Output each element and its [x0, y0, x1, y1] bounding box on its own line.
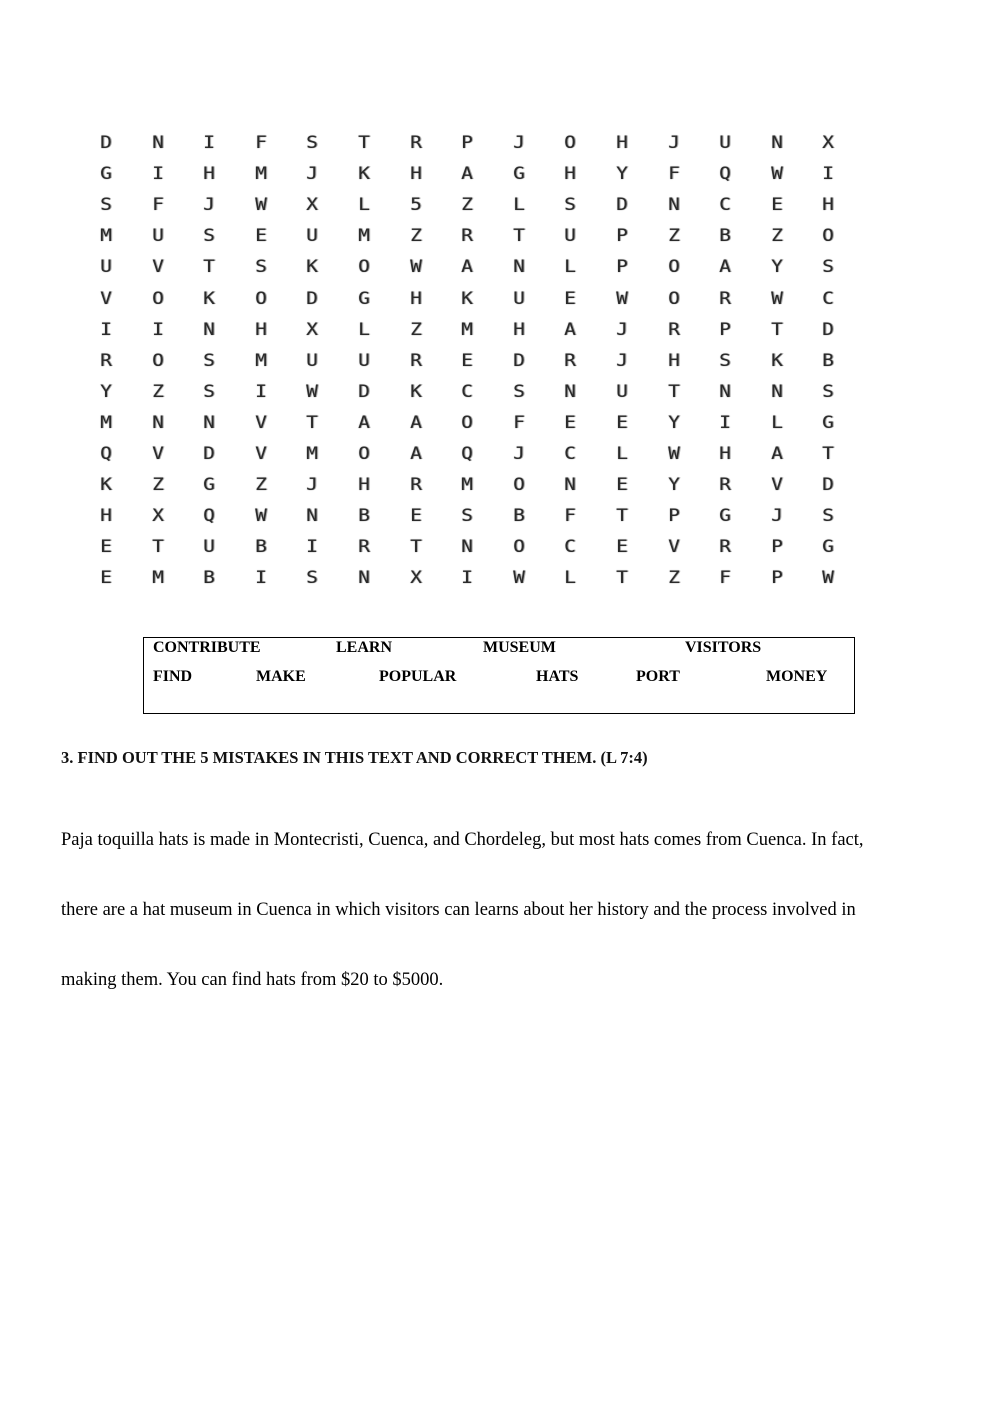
grid-letter: F	[667, 164, 680, 185]
grid-letter: Z	[461, 195, 474, 216]
word-bank-item: PORT	[636, 668, 680, 685]
grid-letter: U	[719, 133, 732, 153]
grid-letter: S	[512, 381, 525, 402]
exercise-heading: 3. FIND OUT THE 5 MISTAKES IN THIS TEXT AND CORRECT THEM. (L 7:4)	[61, 748, 648, 767]
grid-letter: W	[254, 195, 267, 216]
grid-letter: U	[564, 226, 577, 247]
grid-letter: O	[512, 475, 525, 496]
grid-letter: W	[822, 568, 835, 589]
grid-letter: H	[358, 475, 370, 496]
grid-letter: U	[306, 226, 319, 247]
grid-letter: O	[564, 133, 577, 153]
grid-letter: L	[770, 412, 783, 433]
grid-letter: C	[461, 381, 474, 402]
grid-letter: G	[822, 412, 835, 433]
grid-letter: Y	[667, 412, 680, 433]
grid-letter: S	[203, 226, 216, 247]
grid-letter: U	[203, 537, 216, 558]
grid-letter: F	[512, 412, 525, 433]
grid-letter: W	[254, 506, 267, 527]
grid-letter: O	[667, 288, 680, 309]
grid-letter: Z	[409, 226, 422, 247]
grid-letter: T	[409, 537, 422, 558]
grid-letter: E	[100, 568, 112, 589]
grid-letter: W	[770, 288, 783, 309]
word-bank-item: MAKE	[256, 668, 306, 685]
grid-letter: V	[667, 537, 680, 558]
word-bank-item: LEARN	[336, 639, 393, 656]
grid-letter: T	[358, 133, 370, 153]
grid-letter: V	[770, 475, 783, 496]
grid-letter: S	[203, 350, 216, 371]
grid-letter: W	[512, 568, 525, 589]
grid-letter: S	[203, 381, 216, 402]
grid-letter: X	[409, 568, 422, 589]
grid-letter: E	[461, 350, 474, 371]
grid-letter: S	[306, 568, 319, 589]
grid-letter: S	[822, 381, 835, 402]
grid-letter: A	[461, 164, 474, 185]
grid-letter: U	[512, 288, 525, 309]
grid-letter: V	[100, 288, 112, 309]
grid-letter: T	[667, 381, 680, 402]
word-bank	[143, 637, 855, 714]
grid-letter: H	[254, 319, 267, 340]
grid-letter: I	[254, 568, 267, 589]
grid-letter: U	[306, 350, 319, 371]
grid-letter: T	[151, 537, 164, 558]
grid-letter: M	[100, 226, 112, 247]
grid-letter: T	[822, 444, 835, 464]
grid-letter: I	[100, 319, 112, 340]
grid-letter: J	[512, 444, 525, 464]
grid-letter: J	[616, 319, 628, 340]
grid-letter: N	[358, 568, 370, 589]
grid-letter: V	[254, 412, 267, 433]
grid-letter: O	[822, 226, 835, 247]
grid-letter: E	[770, 195, 783, 216]
grid-letter: B	[254, 537, 267, 558]
grid-letter: B	[203, 568, 216, 589]
grid-letter: U	[100, 257, 112, 278]
grid-letter: T	[616, 506, 628, 527]
grid-letter: O	[461, 412, 474, 433]
grid-letter: R	[461, 226, 474, 247]
grid-letter: N	[719, 381, 732, 402]
grid-letter: M	[461, 319, 474, 340]
grid-letter: X	[306, 195, 319, 216]
grid-letter: P	[616, 226, 628, 247]
grid-letter: D	[512, 350, 525, 371]
grid-letter: I	[306, 537, 319, 558]
grid-letter: N	[770, 133, 783, 153]
word-bank-item: MUSEUM	[483, 639, 556, 656]
word-bank-item: VISITORS	[685, 639, 762, 656]
grid-letter: H	[667, 350, 680, 371]
grid-letter: N	[770, 381, 783, 402]
grid-letter: W	[409, 257, 422, 278]
grid-letter: 5	[409, 195, 422, 216]
grid-letter: I	[719, 412, 732, 433]
grid-letter: I	[461, 568, 474, 589]
word-bank-item: CONTRIBUTE	[153, 639, 261, 656]
grid-letter: Y	[667, 475, 680, 496]
grid-letter: O	[151, 350, 164, 371]
grid-letter: O	[254, 288, 267, 309]
grid-letter: F	[564, 506, 577, 527]
word-bank-item: POPULAR	[379, 668, 457, 685]
grid-letter: R	[719, 288, 732, 309]
grid-letter: I	[203, 133, 216, 153]
grid-letter: U	[151, 226, 164, 247]
grid-letter: R	[358, 537, 370, 558]
grid-letter: N	[667, 195, 680, 216]
grid-letter: L	[564, 257, 577, 278]
grid-letter: O	[512, 537, 525, 558]
grid-letter: R	[100, 350, 112, 371]
grid-letter: S	[254, 257, 267, 278]
grid-letter: E	[616, 537, 628, 558]
grid-letter: R	[667, 319, 680, 340]
grid-letter: R	[409, 133, 422, 153]
grid-letter: L	[358, 319, 370, 340]
grid-letter: W	[667, 444, 680, 464]
grid-letter: R	[564, 350, 577, 371]
grid-letter: G	[512, 164, 525, 185]
grid-letter: I	[254, 381, 267, 402]
grid-letter: E	[616, 475, 628, 496]
word-search-grid	[86, 124, 858, 600]
grid-letter: E	[409, 506, 422, 527]
grid-letter: G	[358, 288, 370, 309]
grid-letter: C	[564, 537, 577, 558]
grid-letter: O	[151, 288, 164, 309]
grid-letter: F	[151, 195, 164, 216]
grid-letter: M	[151, 568, 164, 589]
grid-letter: E	[616, 412, 628, 433]
grid-letter: R	[719, 475, 732, 496]
grid-letter: Y	[100, 381, 112, 402]
grid-letter: J	[306, 164, 319, 185]
grid-letter: K	[100, 475, 112, 496]
grid-letter: N	[564, 381, 577, 402]
grid-letter: I	[822, 164, 835, 185]
grid-letter: Y	[770, 257, 783, 278]
grid-letter: N	[461, 537, 474, 558]
grid-letter: N	[306, 506, 319, 527]
grid-letter: L	[616, 444, 628, 464]
grid-letter: B	[822, 350, 835, 371]
grid-letter: H	[512, 319, 525, 340]
grid-letter: A	[564, 319, 577, 340]
grid-letter: T	[770, 319, 783, 340]
grid-letter: T	[306, 412, 319, 433]
grid-letter: N	[151, 133, 164, 153]
grid-letter: K	[203, 288, 216, 309]
grid-letter: Q	[100, 444, 112, 464]
grid-letter: N	[203, 412, 216, 433]
grid-letter: A	[719, 257, 732, 278]
grid-letter: K	[409, 381, 422, 402]
grid-letter: H	[616, 133, 628, 153]
grid-letter: G	[719, 506, 732, 527]
grid-letter: F	[254, 133, 267, 153]
letter-grid	[86, 124, 858, 600]
grid-letter: P	[461, 133, 474, 153]
grid-letter: G	[203, 475, 216, 496]
grid-letter: K	[770, 350, 783, 371]
grid-letter: Z	[151, 381, 164, 402]
grid-letter: P	[770, 568, 783, 589]
grid-letter: V	[151, 444, 164, 464]
grid-letter: P	[719, 319, 732, 340]
grid-letter: P	[770, 537, 783, 558]
grid-letter: H	[409, 164, 422, 185]
grid-letter: A	[409, 444, 422, 464]
grid-letter: A	[770, 444, 783, 464]
paragraph-line-1: Paja toquilla hats is made in Montecristi, Cuenca, and Chordeleg, but most hats comes from Cuenca. In fact,	[61, 830, 864, 850]
grid-letter: A	[409, 412, 422, 433]
grid-letter: S	[100, 195, 112, 216]
grid-letter: R	[719, 537, 732, 558]
grid-letter: I	[151, 319, 164, 340]
grid-letter: N	[151, 412, 164, 433]
grid-letter: D	[616, 195, 628, 216]
grid-letter: S	[306, 133, 319, 153]
grid-letter: T	[203, 257, 216, 278]
grid-letter: L	[358, 195, 370, 216]
grid-letter: L	[564, 568, 577, 589]
grid-letter: Y	[616, 164, 628, 185]
grid-letter: S	[822, 506, 835, 527]
grid-letter: N	[564, 475, 577, 496]
grid-letter: W	[306, 381, 319, 402]
grid-letter: T	[616, 568, 628, 589]
grid-letter: H	[822, 195, 835, 216]
grid-letter: C	[564, 444, 577, 464]
grid-letter: Q	[719, 164, 732, 185]
grid-letter: O	[667, 257, 680, 278]
grid-letter: Q	[461, 444, 474, 464]
grid-letter: J	[203, 195, 216, 216]
grid-letter: V	[254, 444, 267, 464]
grid-letter: J	[616, 350, 628, 371]
grid-letter: D	[822, 319, 835, 340]
grid-letter: D	[358, 381, 370, 402]
grid-letter: E	[564, 288, 577, 309]
grid-letter: X	[306, 319, 319, 340]
grid-letter: M	[461, 475, 474, 496]
grid-letter: N	[512, 257, 525, 278]
grid-letter: B	[358, 506, 370, 527]
grid-letter: H	[719, 444, 732, 464]
grid-letter: P	[667, 506, 680, 527]
grid-letter: D	[100, 133, 112, 153]
grid-letter: U	[358, 350, 370, 371]
grid-letter: R	[409, 475, 422, 496]
grid-letter: Z	[409, 319, 422, 340]
grid-letter: B	[719, 226, 732, 247]
grid-letter: Q	[203, 506, 216, 527]
grid-letter: S	[564, 195, 577, 216]
grid-letter: H	[409, 288, 422, 309]
grid-letter: I	[151, 164, 164, 185]
word-bank-item: HATS	[536, 668, 579, 685]
grid-letter: O	[358, 444, 370, 464]
grid-letter: Z	[667, 568, 680, 589]
grid-letter: M	[254, 164, 267, 185]
grid-letter: G	[822, 537, 835, 558]
grid-letter: Z	[151, 475, 164, 496]
grid-letter: O	[358, 257, 370, 278]
grid-letter: J	[667, 133, 680, 153]
grid-letter: E	[564, 412, 577, 433]
paragraph-line-2: there are a hat museum in Cuenca in which visitors can learns about her history and the process involved in	[61, 900, 856, 920]
grid-letter: H	[100, 506, 112, 527]
grid-letter: X	[151, 506, 164, 527]
grid-letter: L	[512, 195, 525, 216]
grid-letter: M	[306, 444, 319, 464]
grid-letter: D	[822, 475, 835, 496]
grid-letter: W	[616, 288, 628, 309]
grid-letter: H	[564, 164, 577, 185]
grid-letter: X	[822, 133, 835, 153]
grid-letter: K	[461, 288, 474, 309]
grid-letter: Z	[254, 475, 267, 496]
grid-letter: C	[719, 195, 732, 216]
grid-letter: G	[100, 164, 112, 185]
grid-letter: M	[100, 412, 112, 433]
grid-letter: K	[358, 164, 370, 185]
grid-letter: J	[512, 133, 525, 153]
grid-letter: E	[254, 226, 267, 247]
grid-letter: Z	[770, 226, 783, 247]
grid-letter: S	[461, 506, 474, 527]
word-bank-item: FIND	[153, 668, 193, 685]
grid-letter: Z	[667, 226, 680, 247]
grid-letter: A	[358, 412, 370, 433]
grid-letter: M	[358, 226, 370, 247]
grid-letter: D	[203, 444, 216, 464]
paragraph-line-3: making them. You can find hats from $20 to $5000.	[61, 970, 444, 990]
grid-letter: J	[770, 506, 783, 527]
grid-letter: F	[719, 568, 732, 589]
grid-letter: N	[203, 319, 216, 340]
grid-letter: S	[822, 257, 835, 278]
grid-letter: E	[100, 537, 112, 558]
grid-letter: D	[306, 288, 319, 309]
grid-letter: R	[409, 350, 422, 371]
grid-letter: S	[719, 350, 732, 371]
grid-letter: U	[616, 381, 628, 402]
grid-letter: V	[151, 257, 164, 278]
grid-letter: C	[822, 288, 835, 309]
word-bank-item: MONEY	[766, 668, 828, 685]
grid-letter: H	[203, 164, 216, 185]
grid-letter: K	[306, 257, 319, 278]
grid-letter: W	[770, 164, 783, 185]
grid-letter: M	[254, 350, 267, 371]
grid-letter: T	[512, 226, 525, 247]
grid-letter: P	[616, 257, 628, 278]
grid-letter: B	[512, 506, 525, 527]
grid-letter: A	[461, 257, 474, 278]
grid-letter: J	[306, 475, 319, 496]
